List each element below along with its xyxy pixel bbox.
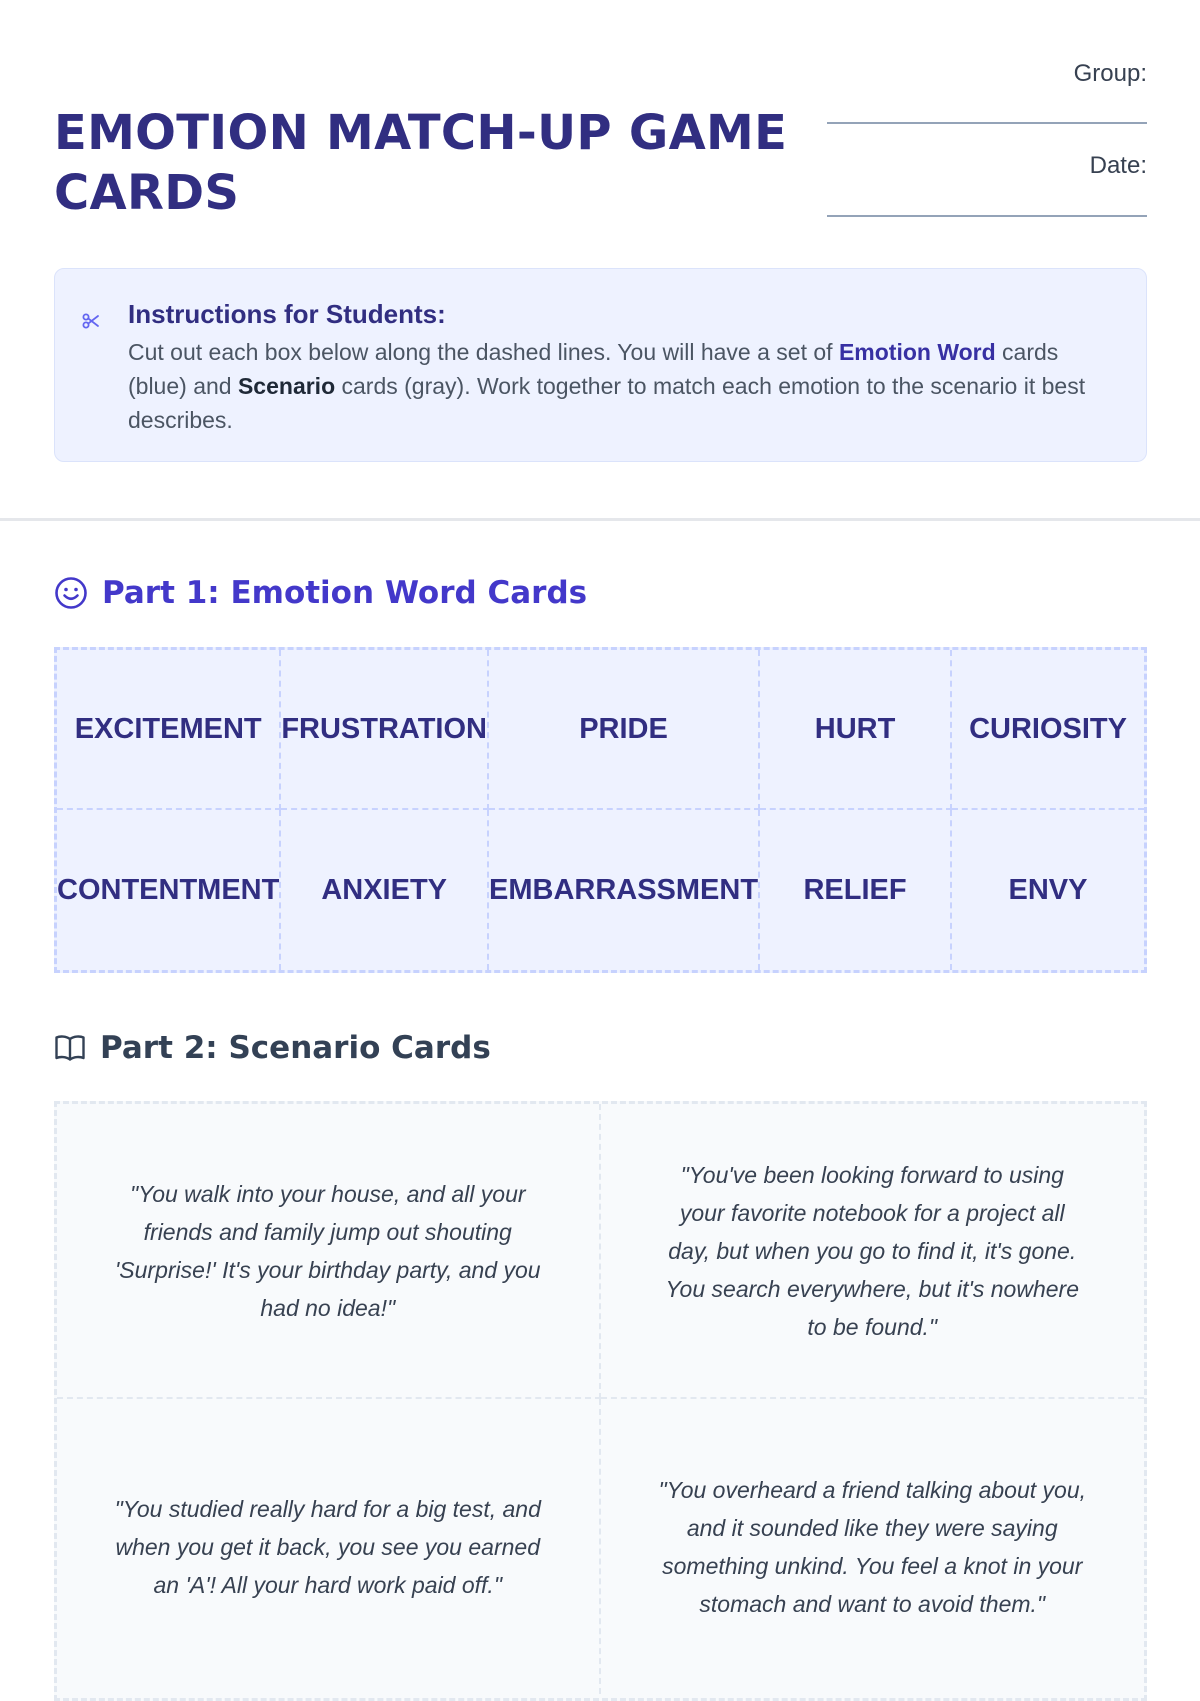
part1-title: Part 1: Emotion Word Cards — [102, 575, 588, 611]
part2-heading — [54, 1030, 491, 1066]
emotion-card: CONTENTMENT — [57, 810, 281, 970]
scissors-icon — [81, 311, 101, 331]
scenario-card-grid — [54, 1101, 1147, 1701]
emotion-card: PRIDE — [489, 650, 760, 810]
emotion-card: ENVY — [1008, 873, 1088, 906]
instructions-text-2: cards (blue) and — [128, 339, 1059, 399]
part2-title: Part 2: Scenario Cards — [100, 1030, 491, 1066]
scenario-card: "You overheard a friend talking about you, and it sounded like they were saying something unkind. You feel a knot in your stomach and want to avoid them." — [658, 1476, 1087, 1617]
emotion-card: CURIOSITY — [952, 650, 1144, 810]
instructions-text — [128, 335, 1088, 437]
scenario-card: "You studied really hard for a big test, and when you get it back, you see you earned an 'A'! All your hard work paid off." — [57, 1399, 601, 1694]
instructions-text-1: Cut out each box below along the dashed lines. You will have a set of — [128, 339, 839, 365]
date-label: Date: — [1089, 152, 1147, 179]
group-label: Group: — [1073, 60, 1147, 87]
emotion-card: RELIEF — [760, 810, 952, 970]
emotion-card-grid — [54, 647, 1147, 973]
emotion-card: EMBARRASSMENT — [489, 810, 760, 970]
book-icon — [54, 1033, 86, 1063]
scenario-card: "You walk into your house, and all your friends and family jump out shouting 'Surprise!' It's your birthday party, and you had no idea!" — [57, 1104, 601, 1399]
emotion-word-highlight: Emotion Word — [838, 339, 996, 365]
emotion-card: HURT — [760, 650, 952, 810]
instructions-title: Instructions for Students: — [128, 299, 446, 329]
section-divider — [0, 518, 1200, 521]
date-line — [827, 215, 1147, 217]
group-line — [827, 122, 1147, 124]
emotion-card: EXCITEMENT — [57, 650, 281, 810]
emotion-card: ANXIETY — [281, 810, 489, 970]
instructions-box — [54, 268, 1147, 462]
scenario-highlight: Scenario — [237, 373, 336, 399]
scenario-card: "You've been looking forward to using your favorite notebook for a project all day, but when you go to find it, it's gone. You search everywhere, but it's nowhere to be found." — [601, 1104, 1145, 1399]
part1-heading — [54, 575, 587, 611]
emotion-card: FRUSTRATION — [281, 650, 489, 810]
worksheet-header — [54, 0, 1147, 250]
page-title: EMOTION MATCH-UP GAME CARDS — [54, 105, 788, 221]
smiley-icon — [54, 576, 88, 610]
instructions-text-3: cards (gray). Work together to match each emotion to the scenario it best describes. — [128, 373, 1086, 433]
